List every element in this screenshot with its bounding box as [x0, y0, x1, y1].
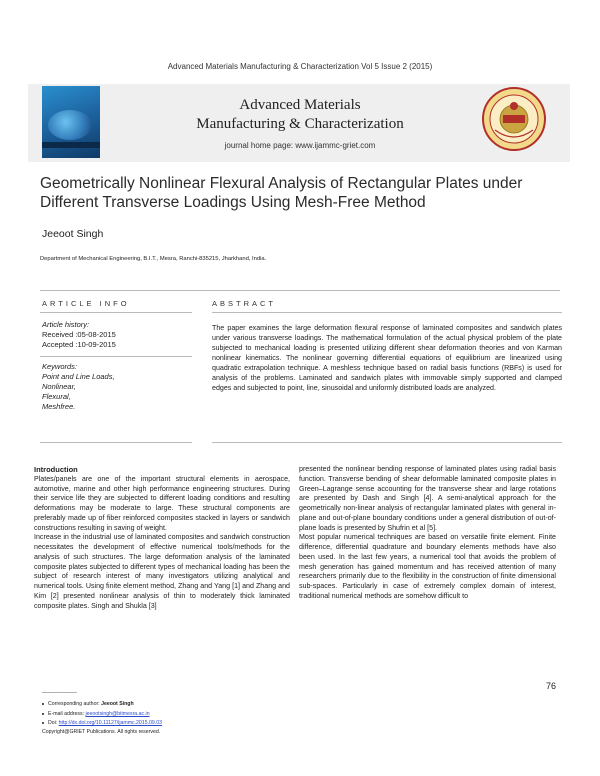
abstract-rule [212, 312, 562, 313]
introduction-heading: Introduction [34, 465, 78, 474]
griet-seal-logo [481, 86, 547, 152]
abstract-end-rule [212, 442, 562, 443]
keywords-block: Keywords: Point and Line Loads, Nonlinear, Flexural, Meshfree. [42, 362, 115, 411]
paper-title: Geometrically Nonlinear Flexural Analysis of Rectangular Plates under Different Transverse Loadings Using Mesh-Free Method [40, 175, 523, 211]
intro-paragraph-2: Increase in the industrial use of laminated composites and sandwich construction necessitates the development of effective numerical tools/methods for the analysis of such structures. The large deformation analysis of the laminated composite plates subjected to different types of mechanical loading has been the subject of research interest of many investigators utilizing analytical and numerical tools. Using finite element method, Zhang and Yang [1] and Zhang and Kim [2] presented nonlinear analysis of thin to moderately thick laminated composite plates. Singh and Shukla [3] [34, 533, 290, 610]
journal-homepage: journal home page: www.ijammc-griet.com [224, 141, 376, 150]
author-affiliation: Department of Mechanical Engineering, B.I.T., Mesra, Ranchi-835215, Jharkhand, India. [40, 256, 267, 262]
article-info-rule [40, 312, 192, 313]
running-head: Advanced Materials Manufacturing & Characterization Vol 5 Issue 2 (2015) [167, 62, 433, 71]
keywords-end-rule [40, 442, 192, 443]
body-column-left [34, 465, 290, 611]
abstract-heading: ABSTRACT [212, 299, 277, 308]
journal-name: Advanced Materials Manufacturing & Characterization [196, 97, 404, 132]
author-name: Jeeoot Singh [42, 228, 104, 240]
footnote-doi: Doi: http://dx.doi.org/10.11127/ijammc.2015.09.03 [42, 720, 162, 727]
history-rule [40, 356, 192, 357]
article-info-heading: ARTICLE INFO [42, 299, 130, 308]
intro-paragraph-1: Plates/panels are one of the important structural elements in aerospace, automotive, marine and other high performance engineering structures. During their service life they are subjected to different loading conditions and resulting deformations may be moderate to large. These structural components are preferably made up of fiber reinforced composites stacked in layers or sandwich constructions resulting in saving of weight. [34, 474, 290, 532]
intro-paragraph-4: Most popular numerical techniques are based on versatile finite element. Finite difference, differential quadrature and boundary elements methods have also been used. In the last few years, a numerical tool that avoids the problem of mesh generation has gained momentum and has received attention of many researchers primarily due to the flexibility in the construction of finite dimensional sub-spaces. Particularly in case of extremely complex domain of interest, traditional numerical methods are somehow difficult to [299, 533, 556, 600]
footnote-corresponding-author: Corresponding author: Jeeoot Singh [42, 701, 134, 708]
article-history: Article history: Received :05-08-2015 Accepted :10-09-2015 [42, 320, 116, 349]
footnote-copyright: Copyright@GRIET Publications. All rights reserved. [42, 729, 161, 735]
footnote-email: E-mail address: jeeootsingh@bitmesra.ac.in [42, 711, 150, 718]
doi-link[interactable]: http://dx.doi.org/10.11127/ijammc.2015.09.03 [58, 720, 163, 726]
abstract-text: The paper examines the large deformation flexural response of laminated composites and sandwich plates under various transverse loadings. The mathematical formulation of the actual physical problem of the plate subjected to mechanical loading is presented utilizing different shear deformation theories and von Karman nonlinear kinematics. The nonlinear governing differential equations of equilibrium are linearized using quadratic extrapolation technique. A meshless technique based on radial basis functions (RBFs) is used for analysis of the problems. Laminated and sandwich plates with immovable simply supported and clamped edges and subjected to point, line, sinusoidal and uniformly distributed loads are analyzed. [212, 324, 562, 392]
header-divider [40, 290, 560, 291]
body-column-right [299, 465, 556, 602]
page-number: 76 [546, 681, 557, 691]
footnote-rule: ____________ [42, 688, 77, 694]
intro-paragraph-3: presented the nonlinear bending response of laminated plates using radial basis function. Transverse bending of shear deformable laminated composite plates in Green–Lagrange sense accounting for the transverse shear and large rotations are presented by Dash and Singh [4]. A semi-analytical approach for the geometrically non-linear analysis of rectangular laminated plates with general in-plane and out-of-plane boundary conditions under a general distribution of out-of-plane loads is presented by Shufrin et al [5]. [299, 465, 556, 532]
email-link[interactable]: jeeootsingh@bitmesra.ac.in [85, 711, 150, 717]
